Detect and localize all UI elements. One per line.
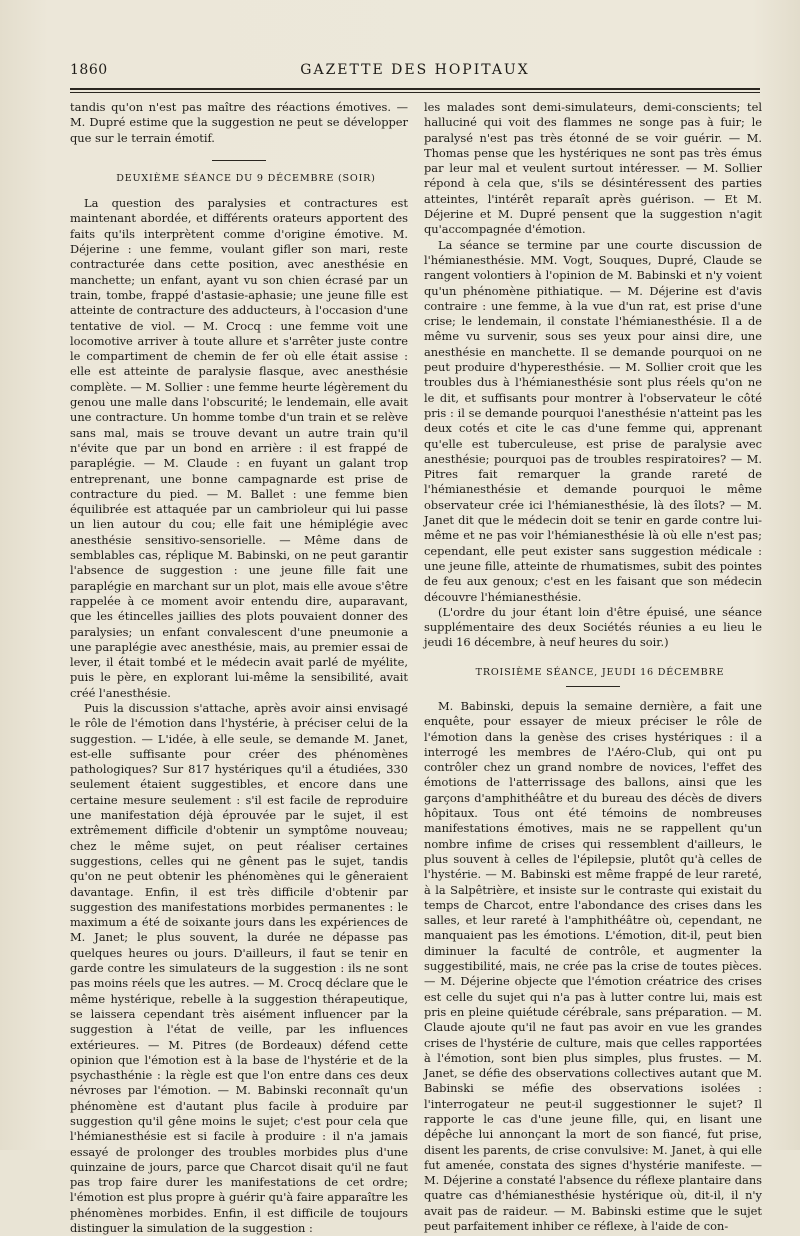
page-header [70,62,760,86]
paragraph: La séance se termine par une courte discussion de l'hémianesthésie. MM. Vogt, Souques, Dupré, Claude se rangent volontiers à l'opinion de M. Babinski et n'y voient qu'un phénomène pithiatique. — M. Déjerine est d'avis contraire : une femme, à la vue d'un rat, est prise d'une crise; le lendemain, il constate l'hémianesthésie. Il a de même vu survenir, sous ses yeux pour ainsi dire, une anesthésie en manchette. Il se demande pourquoi on ne peut produire d'hyperesthésie. — M. Sollier croit que les troubles dus à l'hémianesthésie sont plus réels qu'on ne le dit, et suffisants pour montrer à l'observateur le côté pris : il se demande pourquoi l'anesthésie n'atteint pas les deux cotés et cite le cas d'une femme qui, apprenant qu'elle est tuberculeuse, est prise de paralysie avec anesthésie; pourquoi pas de troubles respiratoires? — M. Pitres fait remarquer la grande rareté de l'hémianesthésie et demande pourquoi le même observateur crée ici l'hémianesthésie, là des îlots? — M. Janet dit que le médecin doit se tenir en garde contre lui-même et ne pas voir l'hémianesthésie là où elle n'est pas; cependant, elle peut exister sans suggestion médicale : une jeune fille, atteinte de rhumatismes, subit des pointes de feu aux genoux; c'est en les faisant que son médecin découvre l'hémianesthésie. [424,237,762,604]
header-rule-thin [70,92,760,93]
page-number: 1860 [70,62,108,78]
section-heading: DEUXIÈME SÉANCE DU 9 DÉCEMBRE (SOIR) [116,172,376,184]
paragraph: les malades sont demi-simulateurs, demi-conscients; tel halluciné qui voit des flammes ne songe pas à fuir; le paralysé n'est pas très étonné de se voir guérir. — M. Thomas pense que les hystériques ne sont pas très émus par leur mal et veulent surtout intéresser. — M. Sollier répond à cela que, s'ils se désintéressent des parties atteintes, l'intérêt reparaît après guérison. — Et M. Déjerine et M. Dupré pensent que la suggestion n'agit qu'accompagnée d'émotion. [424,100,762,237]
paragraph: Puis la discussion s'attache, après avoir ainsi envisagé le rôle de l'émotion dans l'hystérie, à préciser celui de la suggestion. — L'idée, à elle seule, se demande M. Janet, est-elle suffisante pour créer des phénomènes pathologiques? Sur 817 hystériques qu'il a étudiées, 330 seulement étaient suggestibles, et encore dans une certaine mesure seulement : s'il est facile de reproduire une manifestation déjà éprouvée par le sujet, il est extrêmement difficile d'obtenir un symptôme nouveau; chez le même sujet, on peut réaliser certaines suggestions, celles qui ne gênent pas le sujet, tandis qu'on ne peut obtenir les phénomènes qui le gêneraient davantage. Enfin, il est très difficile d'obtenir par suggestion des manifestations morbides permanentes : le maximum a été de soixante jours dans les expériences de M. Janet; le plus souvent, la durée ne dépasse pas quelques heures ou jours. D'ailleurs, il faut se tenir en garde contre les simulateurs de la suggestion : ils ne sont pas moins réels que les autres. — M. Crocq déclare que le même hystérique, rebelle à la suggestion thérapeutique, se laissera cependant très aisément influencer par la suggestion à l'état de veille, par les influences extérieures. — M. Pitres (de Bordeaux) défend cette opinion que l'émotion est à la base de l'hystérie et de la psychasthénie : la règle est que l'on entre dans ces deux névroses par l'émotion. — M. Babinski reconnaît qu'un phénomène est d'autant plus facile à produire par suggestion qu'il gêne moins le sujet; c'est pour cela que l'hémianesthésie est si facile à produire : il n'a jamais essayé de prolonger des troubles morbides plus d'une quinzaine de jours, parce que Charcot disait qu'il ne faut pas trop faire durer les manifestations de cet ordre; l'émotion est plus propre à guérir qu'à faire apparaître les phénomènes morbides. Enfin, il est difficile de toujours distinguer la simulation de la suggestion : [70,700,408,1236]
journal-title: GAZETTE DES HOPITAUX [300,62,530,78]
paragraph: tandis qu'on n'est pas maître des réactions émotives. — M. Dupré estime que la suggestion ne peut se développer que sur le terrain émotif. [70,100,408,145]
section-heading: TROISIÈME SÉANCE, JEUDI 16 DÉCEMBRE [475,666,725,678]
paragraph: (L'ordre du jour étant loin d'être épuisé, une séance supplémentaire des deux Sociétés réunies a eu lieu le jeudi 16 décembre, à neuf heures du soir.) [424,604,762,650]
paragraph: M. Babinski, depuis la semaine dernière, a fait une enquête, pour essayer de mieux préciser le rôle de l'émotion dans la genèse des crises hystériques : il a interrogé les membres de l'Aéro-Club, qui ont pu contrôler chez un grand nombre de novices, l'effet des émotions de l'atterrissage des ballons, ainsi que les garçons d'amphithéâtre et du bureau des décès de divers hôpitaux. Tous ont été témoins de nombreuses manifestations émotives, mais ne se rappellent qu'un nombre infime de crises qui ressemblent d'ailleurs, le plus souvent à celles de l'épilepsie, plutôt qu'à celles de l'hystérie. — M. Babinski est même frappé de leur rareté, à la Salpêtrière, et insiste sur le contraste qui existait du temps de Charcot, entre l'abondance des crises dans les salles, et leur rareté à l'amphithéâtre où, cependant, ne manquaient pas les émotions. L'émotion, dit-il, peut bien diminuer la faculté de contrôle, et augmenter la suggestibilité, mais, ne crée pas la crise de toutes pièces. — M. Déjerine objecte que l'émotion créatrice des crises est celle du sujet qui n'a pas à lutter contre lui, mais est pris en pleine quiétude cérébrale, sans préparation. — M. Claude ajoute qu'il ne faut pas avoir en vue les grandes crises de l'hystérie de culture, mais que celles rapportées à l'émotion, sont bien plus simples, plus frustes. — M. Janet, se défie des observations collectives autant que M. Babinski se méfie des observations isolées : l'interrogateur ne peut-il suggestionner le sujet? Il rapporte le cas d'une jeune fille, qui, en lisant une dépêche lui annonçant la mort de son fiancé, fut prise, disent les parents, de crise convulsive: M. Janet, à qui elle fut amenée, constata des signes d'hystérie manifeste. — M. Déjerine a constaté l'absence du réflexe plantaire dans quatre cas d'hémianesthésie hystérique où, dit-il, il n'y avait pas de raideur. — M. Babinski estime que le sujet peut parfaitement inhiber ce réflexe, à l'aide de con- [424,698,762,1234]
paragraph: La question des paralysies et contractures est maintenant abordée, et différents orateurs apportent des faits qu'ils interprètent comme d'origine émotive. M. Déjerine : une femme, voulant gifler son mari, reste contracturée dans cette position, avec anesthésie en manchette; un enfant, ayant vu son chien écrasé par un train, tombe, frappé d'astasie-aphasie; une jeune fille est atteinte de contracture des adducteurs, à l'occasion d'une tentative de viol. — M. Crocq : une femme voit une locomotive arriver à toute allure et s'arrêter juste contre le compartiment de chemin de fer où elle était assise : elle est atteinte de paralysie flasque, avec anesthésie complète. — M. Sollier : une femme heurte légèrement du genou une malle dans l'obscurité; le lendemain, elle avait une contracture. Un homme tombe d'un train et se relève sans mal, mais se trouve devant un autre train qu'il n'évite que par un bond en arrière : il est frappé de paraplégie. — M. Claude : en fuyant un galant trop entreprenant, une bonne campagnarde est prise de contracture du pied. — M. Ballet : une femme bien équilibrée est attaquée par un cambrioleur qui lui passe un lien autour du cou; elle fait une hémiplégie avec anesthésie sensitivo-sensorielle. — Même dans de semblables cas, réplique M. Babinski, on ne peut garantir l'absence de suggestion : une jeune fille fait une paraplégie en marchant sur un plot, mais elle avoue s'être rappelée à ce moment avoir entendu dire, auparavant, que les étincelles jaillies des plots pouvaient donner des paralysies; un enfant convalescent d'une pneumonie a une paraplégie avec anesthésie, mais, au premier essai de lever, il était tombé et le médecin avait parlé de myélite, puis le père, en explorant lui-même la sensibilité, avait créé l'anesthésie. [70,196,408,700]
left-column [70,100,408,1236]
header-rule [70,88,760,90]
right-column [424,100,762,1234]
